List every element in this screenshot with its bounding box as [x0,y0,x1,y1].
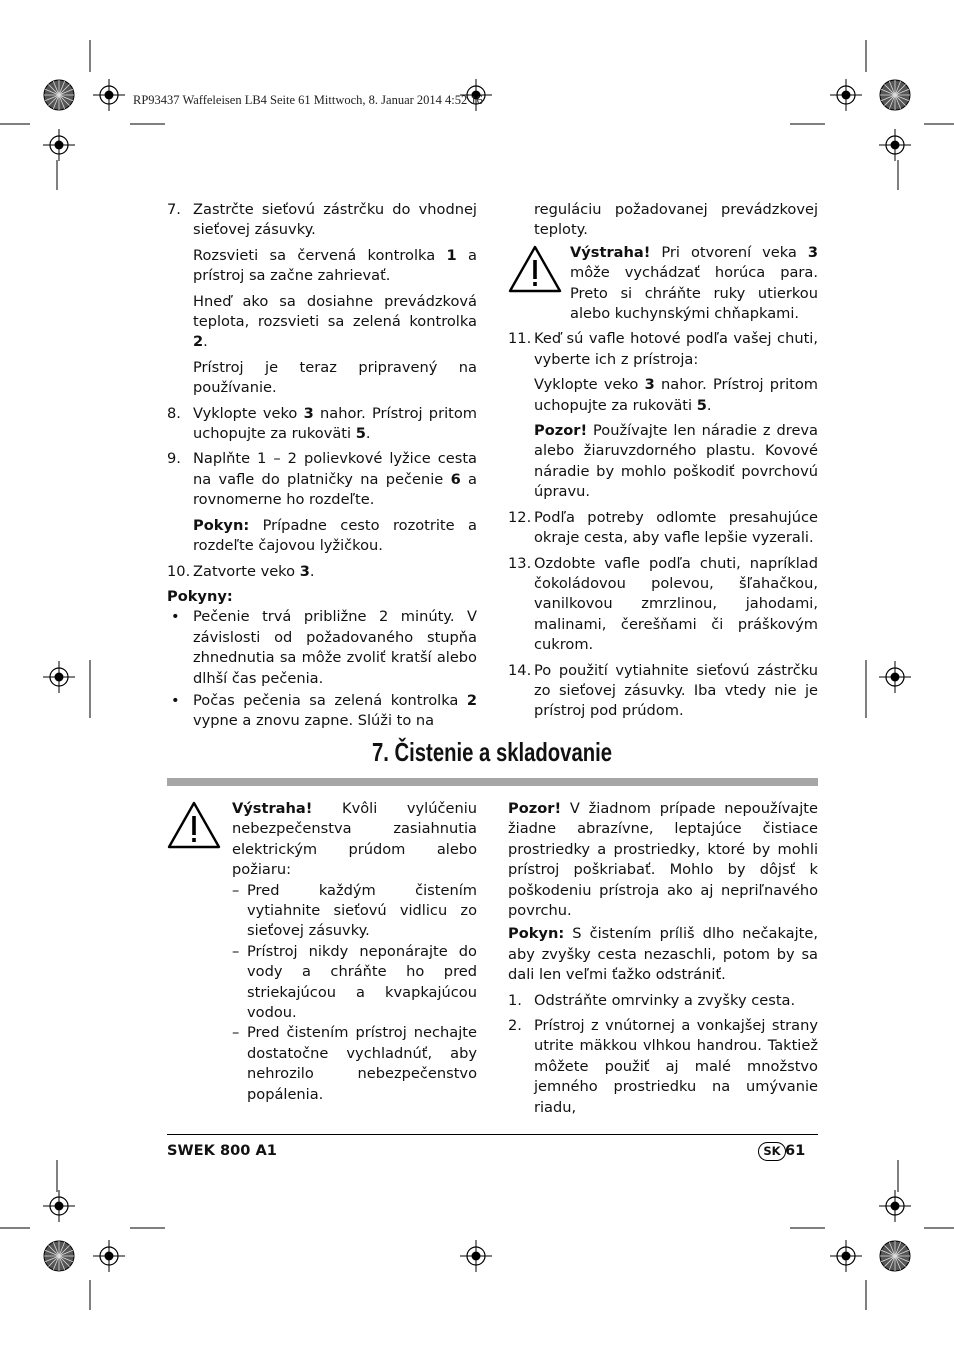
step-10: 10. Zatvorte veko 3. [167,562,315,580]
cleaning-right-column [508,799,818,1118]
right-column [508,200,818,722]
notes-heading: Pokyny: [167,587,233,605]
step-7-note-3: Prístroj je teraz pripravený na používanie. [193,358,477,397]
section-title: 7. Čistenie a skladovanie [371,737,613,767]
cleaning-caution: Pozor! V žiadnom prípade nepoužívajte žiadne abrazívne, leptajúce čistiace prostriedky a prostriedky, ktoré by mohli prístroj poškriabať. Mohlo by dôjsť k poškodeniu prístroja ako aj nepriľnavého povrchu. [508,800,818,920]
warning-dash-1: – Pred každým čistením vytiahnite sieťovú vidlicu zo sieťovej zásuvky. [232,881,477,940]
cleaning-left-column [167,799,477,1105]
step-11: 11. Keď sú vafle hotové podľa vašej chuti, vyberte ich z prístroja: [508,330,818,368]
step-14: 14. Po použití vytiahnite sieťovú zástrčku zo sieťovej zásuvky. Iba vtedy nie je prístroj pod prúdom. [508,661,818,720]
print-header: RP93437 Waffeleisen LB4 Seite 61 Mittwoch, 8. Januar 2014 4:52 16 [133,93,483,107]
language-badge: SK [758,1142,786,1161]
step-9-note: Pokyn: Prípadne cesto rozotrite a rozdeľte čajovou lyžičkou. [193,516,477,555]
step-8: 8. Vyklopte veko 3 nahor. Prístroj pritom uchopujte za rukoväti 5. [167,404,477,443]
continued-text: reguláciu požadovanej prevádzkovej teploty. [534,201,818,239]
step-7: 7. Zastrčte sieťovú zástrčku do vhodnej sieťovej zásuvky. [167,201,477,239]
note-bullet-2: • Počas pečenia sa zelená kontrolka 2 vypne a znovu zapne. Slúži to na [171,691,477,730]
cleaning-step-2: 2. Prístroj z vnútornej a vonkajšej strany utrite mäkkou vlhkou handrou. Taktiež môžete použiť aj malé množstvo jemného prostriedku na umývanie riadu, [508,1017,818,1116]
note-bullet-1: • Pečenie trvá približne 2 minúty. V závislosti od požadovaného stupňa zhnednutia sa môže zvoliť kratší alebo dlhší čas pečenia. [171,608,477,687]
cleaning-step-1: 1. Odstráňte omrvinky a zvyšky cesta. [508,991,796,1009]
page-number: 61 [785,1142,806,1159]
warning-dash-2: – Prístroj nikdy neponárajte do vody a chráňte ho pred striekajúcou a kvapkajúcou vodou. [232,942,477,1022]
step-7-note-1: Rozsvieti sa červená kontrolka 1 a prístroj sa začne zahrievať. [193,246,477,285]
footer-rule [167,1134,818,1135]
step-11-note-1: Vyklopte veko 3 nahor. Prístroj pritom uchopujte za rukoväti 5. [534,376,818,414]
step-13: 13. Ozdobte vafle podľa chuti, napríklad čokoládovou polevou, šľahačkou, vanilkovou zmrzlinou, jahodami, malinami, čerešňami či práškovým cukrom. [508,554,818,654]
electric-shock-warning: Výstraha! Kvôli vylúčeniu nebezpečenstva zasiahnutia elektrickým prúdom alebo požiaru: – Pred každým čistením vytiahnite sieťovú vidlicu zo sieťovej zásuvky. – Prístroj nikdy neponárajte do vody a chráňte ho pred striekajúcou a kvapkajúcou vodou. – Pred čistením prístroj nechajte dostatočne vychladnúť, aby nehrozilo nebezpečenstvo popálenia. [167,799,477,1105]
footer-model: SWEK 800 A1 [167,1142,277,1159]
cleaning-note: Pokyn: S čistením príliš dlho nečakajte, aby zvyšky cesta nezaschli, potom by sa dali len veľmi ťažko odstrániť. [508,925,818,984]
hot-steam-warning: Výstraha! Pri otvorení veka 3 môže vychádzať horúca para. Preto si chráňte ruky utierkou alebo kuchynskými chňapkami. [508,243,818,325]
warning-triangle-icon [167,801,221,849]
warning-dash-3: – Pred čistením prístroj nechajte dostatočne vychladnúť, aby nehrozilo nebezpečenstvo popálenia. [232,1024,477,1103]
left-column [167,200,477,732]
step-11-caution: Pozor! Používajte len náradie z dreva alebo žiaruvzdorného plastu. Kovové náradie by mohlo poškodiť povrchovú úpravu. [534,422,818,501]
section-divider [167,778,818,786]
step-9: 9. Naplňte 1 – 2 polievkové lyžice cesta na vafle do platničky na pečenie 6 a rovnomerne ho rozdeľte. [167,450,477,509]
step-12: 12. Podľa potreby odlomte presahujúce okraje cesta, aby vafle lepšie vyzerali. [508,508,818,547]
warning-triangle-icon [508,245,562,293]
step-7-note-2: Hneď ako sa dosiahne prevádzková teplota, rozsvieti sa zelená kontrolka 2. [193,292,477,351]
